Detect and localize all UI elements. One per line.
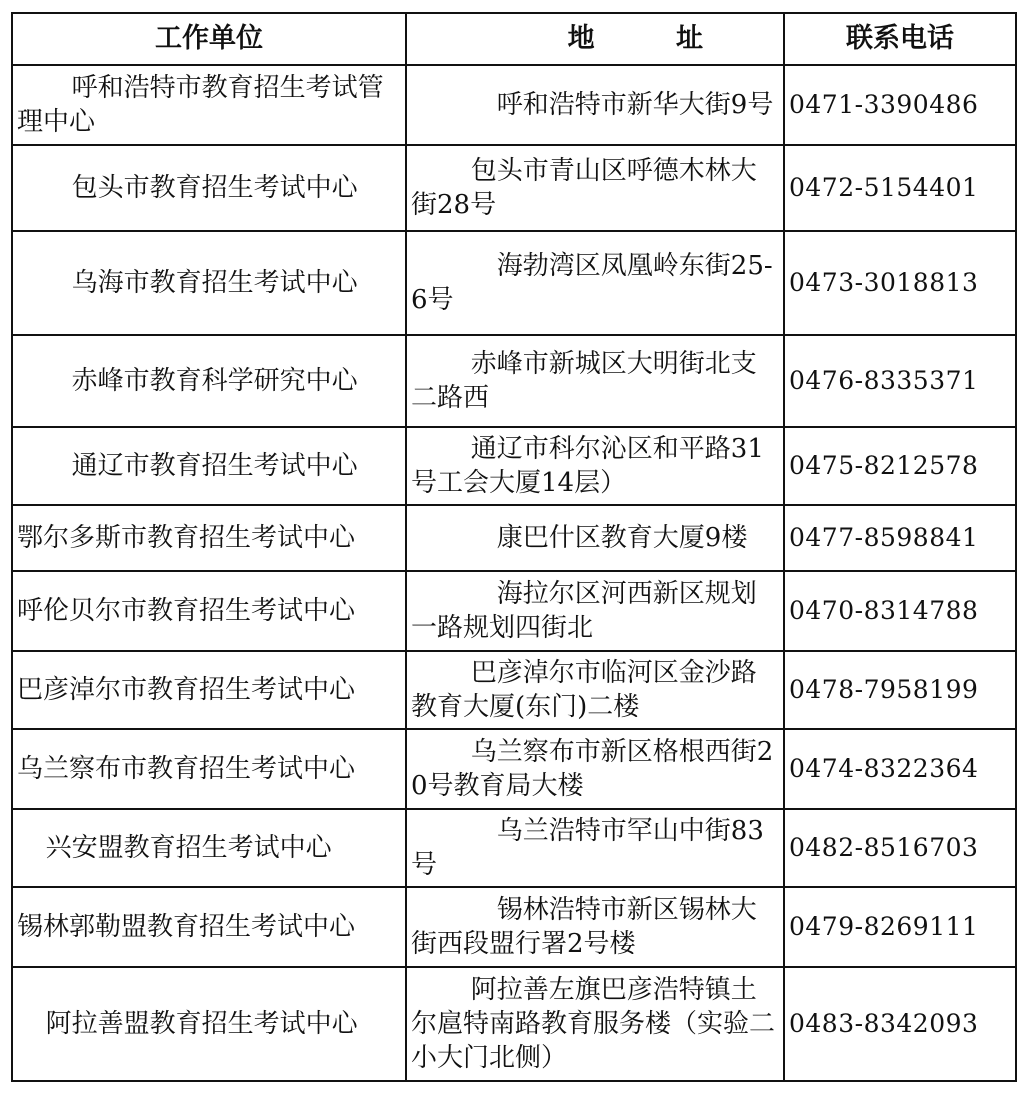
table-row — [12, 651, 1016, 729]
address-cell: 海勃湾区凤凰岭东街25-6号 — [406, 231, 784, 335]
header-unit: 工作单位 — [12, 13, 406, 65]
address-cell: 锡林浩特市新区锡林大街西段盟行署2号楼 — [406, 887, 784, 967]
address-cell: 海拉尔区河西新区规划一路规划四街北 — [406, 571, 784, 651]
phone-cell: 0478-7958199 — [784, 651, 1016, 729]
address-cell: 通辽市科尔沁区和平路31号工会大厦14层） — [406, 427, 784, 505]
table-row — [12, 231, 1016, 335]
phone-cell: 0474-8322364 — [784, 729, 1016, 809]
address-cell: 乌兰浩特市罕山中街83号 — [406, 809, 784, 887]
table-row — [12, 505, 1016, 571]
address-cell: 阿拉善左旗巴彦浩特镇土尔扈特南路教育服务楼（实验二小大门北侧） — [406, 967, 784, 1081]
address-cell: 赤峰市新城区大明街北支二路西 — [406, 335, 784, 427]
unit-cell: 阿拉善盟教育招生考试中心 — [12, 967, 406, 1081]
phone-cell: 0472-5154401 — [784, 145, 1016, 231]
phone-cell: 0475-8212578 — [784, 427, 1016, 505]
header-phone: 联系电话 — [784, 13, 1016, 65]
address-cell: 康巴什区教育大厦9楼 — [406, 505, 784, 571]
contact-table — [11, 12, 1017, 1082]
unit-cell: 乌兰察布市教育招生考试中心 — [12, 729, 406, 809]
table-row — [12, 887, 1016, 967]
address-cell: 包头市青山区呼德木林大街28号 — [406, 145, 784, 231]
unit-cell: 巴彦淖尔市教育招生考试中心 — [12, 651, 406, 729]
unit-cell: 包头市教育招生考试中心 — [12, 145, 406, 231]
unit-cell: 锡林郭勒盟教育招生考试中心 — [12, 887, 406, 967]
phone-cell: 0477-8598841 — [784, 505, 1016, 571]
address-cell: 巴彦淖尔市临河区金沙路教育大厦(东门)二楼 — [406, 651, 784, 729]
header-row — [12, 13, 1016, 65]
phone-cell: 0483-8342093 — [784, 967, 1016, 1081]
unit-cell: 呼伦贝尔市教育招生考试中心 — [12, 571, 406, 651]
table-row — [12, 65, 1016, 145]
phone-cell: 0473-3018813 — [784, 231, 1016, 335]
phone-cell: 0479-8269111 — [784, 887, 1016, 967]
unit-cell: 通辽市教育招生考试中心 — [12, 427, 406, 505]
phone-cell: 0482-8516703 — [784, 809, 1016, 887]
header-address: 地 址 — [406, 13, 784, 65]
table-row — [12, 809, 1016, 887]
unit-cell: 乌海市教育招生考试中心 — [12, 231, 406, 335]
unit-cell: 赤峰市教育科学研究中心 — [12, 335, 406, 427]
unit-cell: 鄂尔多斯市教育招生考试中心 — [12, 505, 406, 571]
table-row — [12, 729, 1016, 809]
unit-cell: 呼和浩特市教育招生考试管理中心 — [12, 65, 406, 145]
table-row — [12, 967, 1016, 1081]
table-row — [12, 427, 1016, 505]
address-cell: 乌兰察布市新区格根西街20号教育局大楼 — [406, 729, 784, 809]
address-cell: 呼和浩特市新华大街9号 — [406, 65, 784, 145]
table-row — [12, 335, 1016, 427]
phone-cell: 0470-8314788 — [784, 571, 1016, 651]
phone-cell: 0471-3390486 — [784, 65, 1016, 145]
table-row — [12, 145, 1016, 231]
unit-cell: 兴安盟教育招生考试中心 — [12, 809, 406, 887]
phone-cell: 0476-8335371 — [784, 335, 1016, 427]
table-row — [12, 571, 1016, 651]
